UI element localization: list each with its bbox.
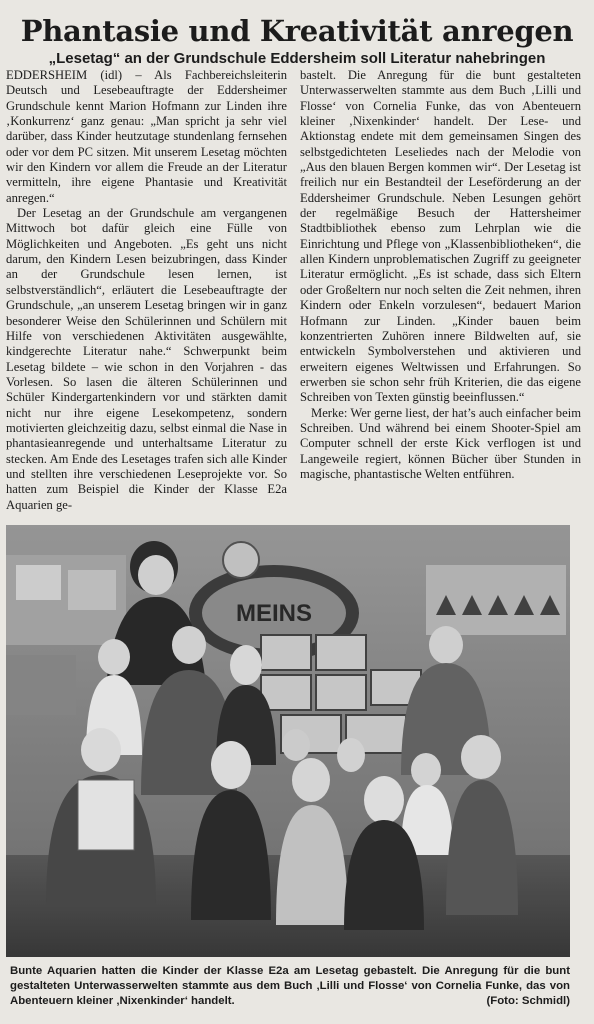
class-photo-drawing (6, 525, 570, 957)
article-paragraph: Merke: Wer gerne liest, der hat’s auch einfacher beim Schreiben. Und während bei einem Shooter-Spiel am Computer schnell der erste Kick verflogen ist und Langeweile regiert, können Bücher über Stunden in magische, phantastische Welten entführen. (300, 405, 581, 481)
class-photo (6, 525, 570, 957)
sign-lettering: MEINS (235, 600, 313, 627)
article-column-right (300, 68, 581, 482)
article-headline: Phantasie und Kreativität anregen (20, 14, 574, 48)
photo-credit: (Foto: Schmidl) (486, 995, 570, 1007)
photo-caption (10, 964, 570, 1009)
article-column-left (6, 68, 287, 513)
article-paragraph: bastelt. Die Anregung für die bunt gestalteten Unterwasserwelten stammte aus dem Buch ‚Lilli und Flosse‘ von Cornelia Funke, das von Abenteuern kleiner ‚Nixenkinder‘ handelt. Der Lese- und Aktionstag endete mit dem gemeinsamen Singen des selbstgedichteten Leseliedes nach der Melodie von „Aus den blauen Bergen kommen wir“. Der Lesetag ist freilich nur ein Bestandteil der Leseförderung an der Eddersheimer Grundschule. Neben Lesungen gehört der regelmäßige Besuch der Hattersheimer Stadtbibliothek ebenso zum Lehrplan wie die Einrichtung und Pflege von „Klassenbibliotheken“, die allen Kindern unproblematischen Zugriff zu geeigneter Literatur ermöglicht. „Es ist schade, dass sich Eltern oder Großeltern nur noch selten die Zeit nehmen, ihren Kindern oder Enkeln vorzulesen“, bedauert Marion Hofmann zur Linden. „Kinder bauen beim konzentrierten Zuhören innere Bildwelten auf, sie entwickeln Symbolverstehen und aktivieren und erweitern eigenes Weltwissen und Erfahrungen. So erwerben sie schon sehr früh Kriterien, die das eigene Schreiben von Texten günstig beeinflussen.“ (300, 68, 581, 405)
photo-caption-text: Bunte Aquarien hatten die Kinder der Klasse E2a am Lesetag gebastelt. Die Anregung für die bunt gestalteten Unterwasserwelten stammte aus dem Buch ‚Lilli und Flosse‘ von Cornelia Funke, das von Abenteuern kleiner ‚Nixenkinder‘ handelt. (10, 965, 570, 1007)
article-paragraph: EDDERSHEIM (idl) – Als Fachbereichsleiterin Deutsch und Lesebeauftragte der Eddersheimer Grundschule kennt Marion Hofmann zur Linden ihre ‚Konkurrenz‘ ganz genau: „Man spricht ja sehr viel darüber, dass Kinder heutzutage stundenlang fernsehen oder vor dem PC sitzen. Mit unserem Lesetag möchten wir den Kindern vor allem die Freude an der Literatur vermitteln, ihre eigene Phantasie und Kreativität anregen.“ (6, 68, 287, 205)
article-subheadline: „Lesetag“ an der Grundschule Eddersheim soll Literatur nahebringen (48, 50, 546, 67)
article-paragraph: Der Lesetag an der Grundschule am vergangenen Mittwoch bot dafür gleich eine Fülle von Möglichkeiten und Angeboten. „Es geht uns nicht darum, den Kindern Lesen beizubringen, dass Kinder an der Grundschule lesen lernen, ist selbstverständlich“, erläutert die Lesebeauftragte der Grundschule, „an unserem Lesetag bringen wir in ganz besonderer Weise den Schülerinnen und Schülern mit Hilfe von verschiedenen Aktivitäten ausgewählte, kindgerechte Literatur nahe.“ Schwerpunkt beim Lesetag bildete – wie schon in den Vorjahren - das Vorlesen. So lasen die älteren Schülerinnen und Schüler Kindergartenkindern vor und stärkten damit nicht nur ihre eigene Lesekompetenz, sondern motivierten gleichzeitig dazu, selbst einmal die Nase in phantasieanregende und unterhaltsame Literatur zu stecken. Am Ende des Lesetages trafen sich alle Kinder und stellten ihre verschiedenen Leseprojekte vor. So hatten zum Beispiel die Kinder der Klasse E2a Aquarien ge- (6, 206, 287, 512)
